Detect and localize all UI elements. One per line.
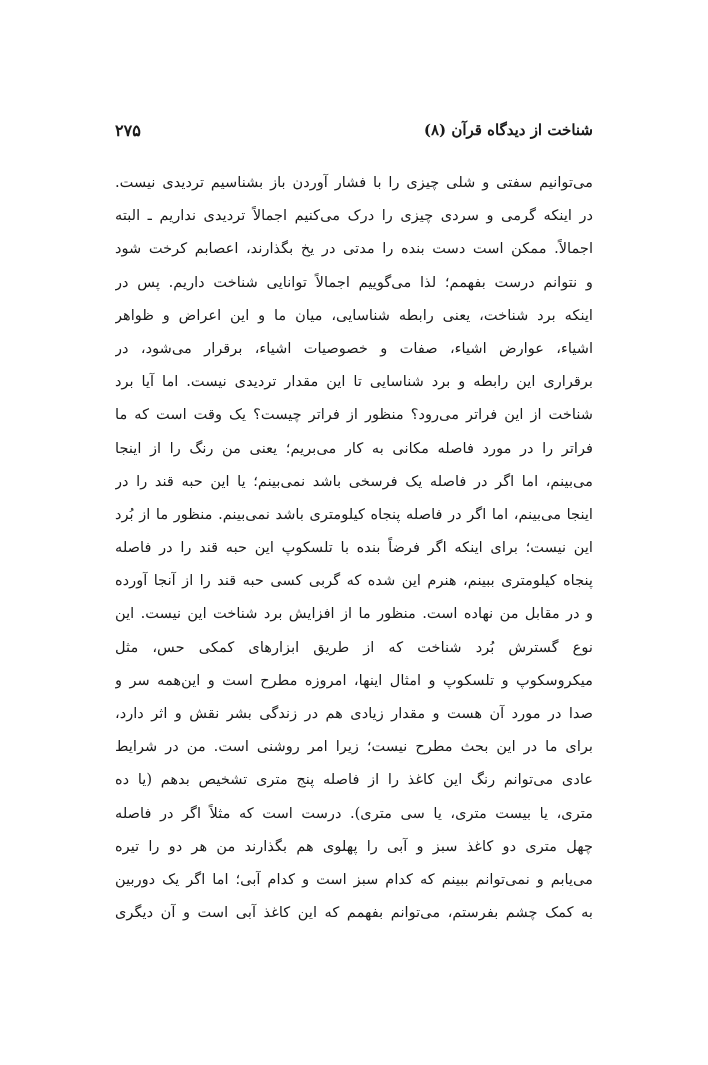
- text-line: اشیاء، عوارض اشیاء، صفات و خصوصیات اشیاء، برقرار می‌شود، در: [115, 339, 593, 357]
- text-line: فراتر را در مورد فاصله مکانی به کار می‌بریم؛ یعنی من رنگ را از اینجا: [115, 439, 593, 457]
- text-line: چهل متری دو کاغذ سبز و آبی را پهلوی هم بگذارند من هر دو را تیره: [115, 837, 593, 855]
- text-line: متری، یا بیست متری، یا سی متری). درست است که مثلاً اگر در فاصله: [115, 804, 593, 822]
- text-line: می‌بینم، اما اگر در فاصله یک فرسخی باشد نمی‌بینم؛ یا این حبه قند را در: [115, 472, 593, 490]
- text-line: به کمک چشم بفرستم، می‌توانم بفهمم که این کاغذ آبی است و آن دیگری: [115, 904, 593, 922]
- text-line: در اینکه گرمی و سردی چیزی را درک می‌کنیم اجمالاً تردیدی نداریم ـ البته: [115, 207, 593, 225]
- running-title: شناخت از دیدگاه قرآن (۸): [423, 121, 593, 139]
- text-line: برای ما در این بحث مطرح نیست؛ زیرا امر روشنی است. من در شرایط: [115, 738, 593, 756]
- text-line: می‌توانیم سفتی و شلی چیزی را با فشار آوردن باز بشناسیم تردیدی نیست.: [115, 174, 593, 191]
- text-line: میکروسکوپ و تلسکوپ و امثال اینها، امروزه مطرح است و این‌همه سر و: [115, 671, 593, 689]
- page-number: ۲۷۵: [115, 120, 141, 140]
- text-line: شناخت از این فراتر می‌رود؟ منظور از فراتر چیست؟ یک وقت است که ما: [115, 406, 593, 424]
- text-line: و در مقابل من نهاده است. منظور ما از افزایش برد شناخت این نیست. این: [115, 605, 593, 623]
- page-header: [115, 116, 593, 144]
- text-line: اینجا می‌بینم، اما اگر در فاصله پنجاه کیلومتری باشد نمی‌بینم. منظور ما از بُرد: [115, 505, 593, 523]
- text-line: عادی می‌توانم رنگ این کاغذ را از فاصله پنج متری تشخیص بدهم (یا ده: [115, 771, 593, 789]
- text-line: اینکه برد شناخت، یعنی رابطه شناسایی، میان ما و این اعراض و ظواهر: [115, 306, 593, 324]
- text-line: اجمالاً. ممکن است دست بنده را مدتی در یخ بگذارند، اعصابم کرخت شود: [115, 240, 593, 258]
- body-text: [115, 166, 593, 929]
- text-line: و نتوانم درست بفهمم؛ لذا می‌گوییم اجمالاً توانایی شناخت داریم. پس در: [115, 273, 593, 291]
- text-line: صدا در مورد آن هست و مقدار زیادی هم در زندگی بشر نقش و اثر دارد،: [115, 705, 593, 722]
- text-line: این نیست؛ برای اینکه اگر فرضاً بنده با تلسکوپ این حبه قند را در فاصله: [115, 539, 593, 557]
- text-line: می‌یابم و نمی‌توانم ببینم که کدام سبز است و کدام آبی؛ اما اگر یک دوربین: [115, 870, 593, 888]
- text-line: پنجاه کیلومتری ببینم، هنرم این شده که گربی کسی حبه قند را از آنجا آورده: [115, 572, 593, 590]
- text-line: نوع گسترش بُرد شناخت که از طریق ابزارهای کمکی حس، مثل: [115, 638, 593, 656]
- text-line: برقراری این رابطه و برد شناسایی تا این مقدار تردیدی نیست. اما آیا برد: [115, 373, 593, 391]
